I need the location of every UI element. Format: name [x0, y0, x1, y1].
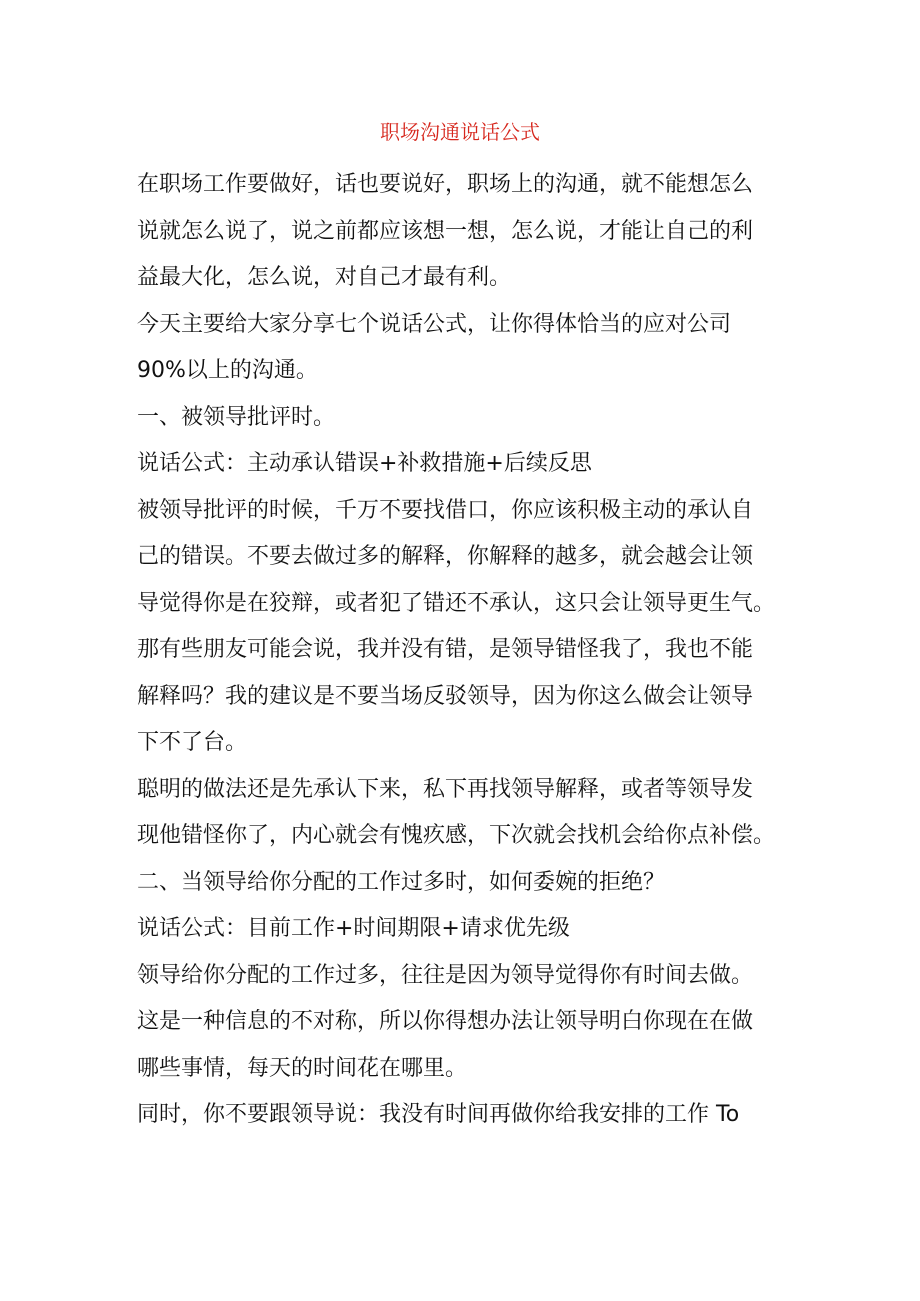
body-line: 90%以上的沟通。 — [137, 358, 318, 383]
body-line: 领导给你分配的工作过多，往往是因为领导觉得你有时间去做。 — [137, 962, 754, 988]
body-line: 同时，你不要跟领导说：我没有时间再做你给我安排的工作 To — [137, 1102, 740, 1127]
body-line: 那有些朋友可能会说，我并没有错，是领导错怪我了，我也不能 — [137, 637, 754, 662]
body-line: 在职场工作要做好，话也要说好，职场上的沟通，就不能想怎么 — [137, 172, 754, 197]
section-heading: 二、当领导给你分配的工作过多时，如何委婉的拒绝？ — [137, 869, 666, 895]
formula-line: 说话公式：目前工作+时间期限+请求优先级 — [137, 916, 570, 941]
body-line: 下不了台。 — [137, 730, 248, 755]
body-line: 现他错怪你了，内心就会有愧疚感，下次就会找机会给你点补偿。 — [137, 823, 776, 848]
formula-line: 说话公式：主动承认错误+补救措施+后续反思 — [137, 451, 592, 476]
body-line: 被领导批评的时候，千万不要找借口，你应该积极主动的承认自 — [137, 497, 754, 523]
section-heading: 一、被领导批评时。 — [137, 404, 336, 430]
body-line: 己的错误。不要去做过多的解释，你解释的越多，就会越会让领 — [137, 544, 754, 569]
body-line: 这是一种信息的不对称，所以你得想办法让领导明白你现在在做 — [137, 1009, 754, 1034]
document-body — [137, 162, 797, 1139]
body-line: 今天主要给大家分享七个说话公式，让你得体恰当的应对公司 — [137, 311, 732, 337]
body-line: 聪明的做法还是先承认下来，私下再找领导解释，或者等领导发 — [137, 776, 754, 802]
body-line: 导觉得你是在狡辩，或者犯了错还不承认，这只会让领导更生气。 — [137, 590, 776, 616]
body-line: 说就怎么说了，说之前都应该想一想，怎么说，才能让自己的利 — [137, 218, 754, 244]
body-line: 益最大化，怎么说，对自己才最有利。 — [137, 265, 512, 290]
body-line: 哪些事情，每天的时间花在哪里。 — [137, 1055, 468, 1081]
document-title: 职场沟通说话公式 — [380, 120, 540, 144]
body-line: 解释吗？我的建议是不要当场反驳领导，因为你这么做会让领导 — [137, 683, 754, 709]
